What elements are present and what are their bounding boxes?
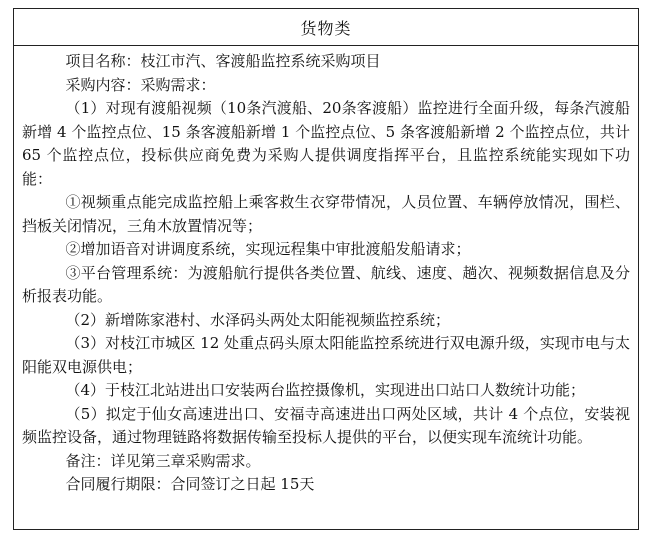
requirement-item-4: （4）于枝江北站进出口安装两台监控摄像机，实现进出口站口人数统计功能； xyxy=(65,381,586,399)
requirement-item-2: （2）新增陈家港村、水泽码头两处太阳能视频监控系统； xyxy=(65,310,451,329)
project-name: 项目名称：枝江市汽、客渡船监控系统采购项目 xyxy=(65,52,381,70)
procurement-content-label: 采购内容：采购需求： xyxy=(65,75,216,94)
table-header: 货物类 xyxy=(14,9,638,46)
table-content xyxy=(14,46,638,497)
procurement-table xyxy=(13,8,639,530)
remark: 备注：详见第三章采购需求。 xyxy=(65,451,261,470)
requirement-item-1: （1）对现有渡船视频（10条汽渡船、20条客渡船）监控进行全面升级，每条汽渡船新增 4 个监控点位、15 条客渡船新增 1 个监控点位、5 条客渡船新增 2 个监控点位，共计 65 个监控点位，投标供应商免费为采购人提供调度指挥平台，且监控系统能实现如下功能： xyxy=(22,99,630,188)
requirement-sub-1: ①视频重点能完成监控船上乘客救生衣穿带情况，人员位置、车辆停放情况，围栏、挡板关闭情况，三角木放置情况等； xyxy=(22,193,630,235)
requirement-sub-2: ②增加语音对讲调度系统，实现远程集中审批渡船发船请求； xyxy=(65,240,471,258)
requirement-item-3: （3）对枝江市城区 12 处重点码头原太阳能监控系统进行双电源升级，实现市电与太阳能双电源供电； xyxy=(22,334,630,376)
contract-period: 合同履行期限：合同签订之日起 15天 xyxy=(65,475,315,493)
requirement-item-5: （5）拟定于仙女高速进出口、安福寺高速进出口两处区域，共计 4 个点位，安装视频监控设备，通过物理链路将数据传输至投标人提供的平台，以便实现车流统计功能。 xyxy=(22,404,630,446)
requirement-sub-3: ③平台管理系统：为渡船航行提供各类位置、航线、速度、趟次、视频数据信息及分析报表功能。 xyxy=(22,263,630,305)
